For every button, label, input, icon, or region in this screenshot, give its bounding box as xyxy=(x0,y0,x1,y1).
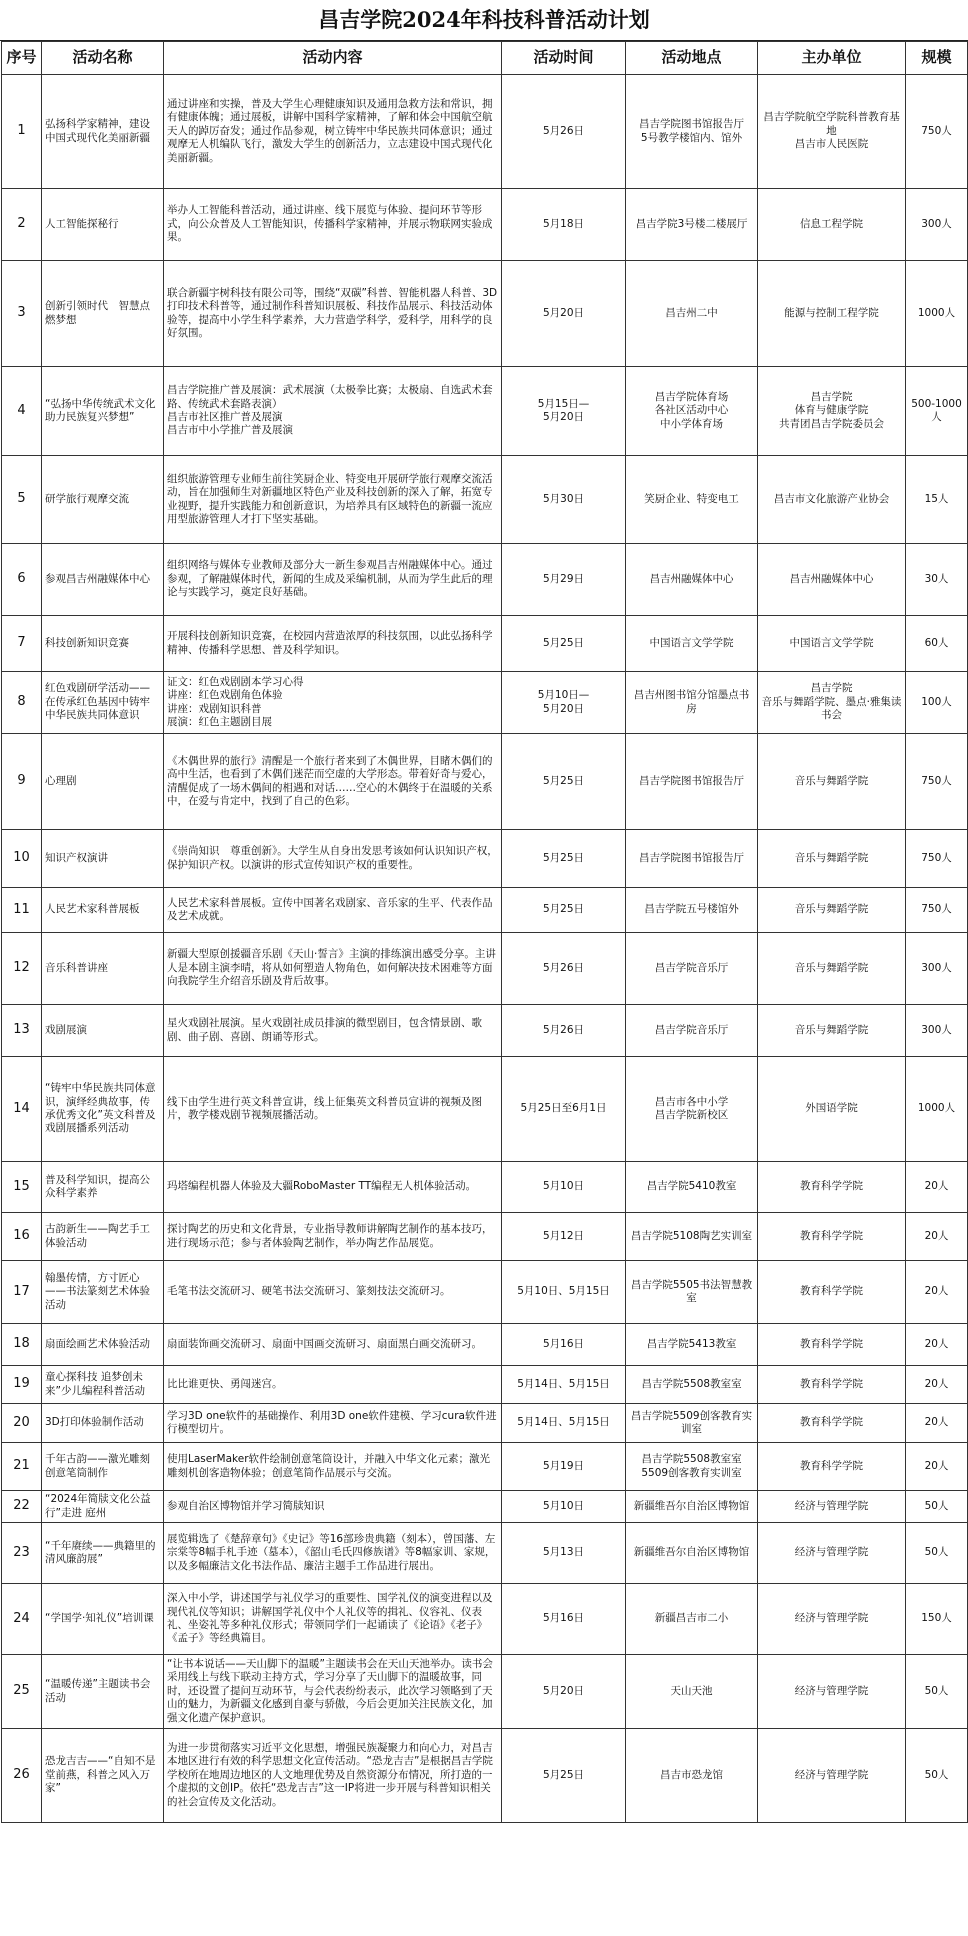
table-row xyxy=(2,456,968,544)
table-row xyxy=(2,1729,968,1823)
col-header-content: 活动内容 xyxy=(164,42,502,75)
cell-organizer: 经济与管理学院 xyxy=(758,1584,906,1655)
cell-activity-name: 知识产权演讲 xyxy=(42,830,164,888)
cell-activity-content: 证文：红色戏剧剧本学习心得 讲座：红色戏剧角色体验 讲座：戏剧知识科普 展演：红色主题剧目展 xyxy=(164,672,502,734)
cell-scale: 20人 xyxy=(906,1162,968,1213)
cell-activity-content: 组织网络与媒体专业教师及部分大一新生参观昌吉州融媒体中心。通过参观，了解融媒体时代，新闻的生成及采编机制，从而为学生此后的理论与实践学习，奠定良好基础。 xyxy=(164,544,502,616)
cell-activity-place: 昌吉州二中 xyxy=(626,261,758,367)
cell-activity-content: 为进一步贯彻落实习近平文化思想，增强民族凝聚力和向心力，对昌吉本地区进行有效的科学思想文化宣传活动。“恐龙吉吉”是根据昌吉学院学校所在地周边地区的人文地理优势及自然资源分布情况，所打造的一个虚拟的文创IP。依托“恐龙吉吉”这一IP将进一步开展与科普知识相关的社会宣传及文化活动。 xyxy=(164,1729,502,1823)
cell-scale: 1000人 xyxy=(906,261,968,367)
cell-activity-place: 笑厨企业、特变电工 xyxy=(626,456,758,544)
cell-scale: 750人 xyxy=(906,830,968,888)
cell-organizer: 教育科学学院 xyxy=(758,1213,906,1261)
header-row xyxy=(2,42,968,75)
cell-organizer: 昌吉学院 音乐与舞蹈学院、墨点·雅集读书会 xyxy=(758,672,906,734)
cell-organizer: 昌吉学院 体育与健康学院 共青团昌吉学院委员会 xyxy=(758,367,906,456)
cell-index: 20 xyxy=(2,1404,42,1443)
cell-activity-place: 昌吉市各中小学 昌吉学院新校区 xyxy=(626,1057,758,1162)
cell-index: 11 xyxy=(2,888,42,933)
col-header-name: 活动名称 xyxy=(42,42,164,75)
cell-organizer: 经济与管理学院 xyxy=(758,1523,906,1584)
cell-activity-place: 昌吉学院5508教室室 5509创客教育实训室 xyxy=(626,1443,758,1491)
cell-activity-place: 新疆维吾尔自治区博物馆 xyxy=(626,1523,758,1584)
cell-scale: 20人 xyxy=(906,1324,968,1366)
col-header-organizer: 主办单位 xyxy=(758,42,906,75)
cell-activity-name: 翰墨传情，方寸匠心——书法篆刻艺术体验活动 xyxy=(42,1261,164,1324)
table-row xyxy=(2,1491,968,1523)
cell-activity-content: 扇面装饰画交流研习、扇面中国画交流研习、扇面黑白画交流研习。 xyxy=(164,1324,502,1366)
cell-activity-place: 昌吉学院音乐厅 xyxy=(626,1005,758,1057)
cell-organizer: 昌吉学院航空学院科普教育基地 昌吉市人民医院 xyxy=(758,75,906,189)
cell-scale: 300人 xyxy=(906,933,968,1005)
cell-activity-time: 5月25日 xyxy=(502,616,626,672)
cell-activity-content: 玛塔编程机器人体验及大疆RoboMaster TT编程无人机体验活动。 xyxy=(164,1162,502,1213)
table-row xyxy=(2,1213,968,1261)
cell-activity-place: 新疆维吾尔自治区博物馆 xyxy=(626,1491,758,1523)
cell-organizer: 中国语言文学学院 xyxy=(758,616,906,672)
cell-index: 4 xyxy=(2,367,42,456)
col-header-scale: 规模 xyxy=(906,42,968,75)
cell-activity-name: 童心探科技 追梦创未来”少儿编程科普活动 xyxy=(42,1366,164,1404)
cell-activity-content: 比比谁更快、勇闯迷宫。 xyxy=(164,1366,502,1404)
cell-scale: 20人 xyxy=(906,1366,968,1404)
cell-index: 22 xyxy=(2,1491,42,1523)
cell-organizer: 外国语学院 xyxy=(758,1057,906,1162)
cell-activity-name: 心理剧 xyxy=(42,734,164,830)
table-row xyxy=(2,933,968,1005)
cell-organizer: 教育科学学院 xyxy=(758,1404,906,1443)
cell-activity-content: 《崇尚知识 尊重创新》。大学生从自身出发思考该如何认识知识产权，保护知识产权。以演讲的形式宣传知识产权的重要性。 xyxy=(164,830,502,888)
cell-organizer: 教育科学学院 xyxy=(758,1162,906,1213)
table-row xyxy=(2,1655,968,1729)
cell-activity-content: 深入中小学，讲述国学与礼仪学习的重要性、国学礼仪的演变进程以及现代礼仪等知识；讲解国学礼仪中个人礼仪等的揖礼、仪容礼、仪表礼、坐姿礼等多种礼仪形式；带领同学们一起诵读了《论语》《老子》《孟子》等经典篇目。 xyxy=(164,1584,502,1655)
cell-index: 26 xyxy=(2,1729,42,1823)
cell-activity-name: 扇面绘画艺术体验活动 xyxy=(42,1324,164,1366)
cell-index: 17 xyxy=(2,1261,42,1324)
cell-activity-time: 5月20日 xyxy=(502,1655,626,1729)
cell-activity-name: 参观昌吉州融媒体中心 xyxy=(42,544,164,616)
cell-organizer: 音乐与舞蹈学院 xyxy=(758,888,906,933)
cell-index: 23 xyxy=(2,1523,42,1584)
cell-scale: 50人 xyxy=(906,1523,968,1584)
table-row xyxy=(2,544,968,616)
cell-activity-name: “弘扬中华传统武术文化 助力民族复兴梦想” xyxy=(42,367,164,456)
cell-activity-content: 人民艺术家科普展板。宣传中国著名戏剧家、音乐家的生平、代表作品及艺术成就。 xyxy=(164,888,502,933)
cell-activity-name: 人工智能探秘行 xyxy=(42,189,164,261)
cell-activity-time: 5月18日 xyxy=(502,189,626,261)
cell-activity-content: 《木偶世界的旅行》清醒是一个旅行者来到了木偶世界，目睹木偶们的高中生活，也看到了木偶们迷茫而空虚的大学形态。带着好奇与爱心，清醒促成了一场木偶间的相遇和对话……空心的木偶终于在温暖的关系中，在爱与肯定中，找到了自己的色彩。 xyxy=(164,734,502,830)
cell-scale: 60人 xyxy=(906,616,968,672)
cell-index: 10 xyxy=(2,830,42,888)
table-row xyxy=(2,367,968,456)
cell-activity-content: 线下由学生进行英文科普宣讲，线上征集英文科普员宣讲的视频及图片，教学楼戏剧节视频展播活动。 xyxy=(164,1057,502,1162)
cell-scale: 1000人 xyxy=(906,1057,968,1162)
cell-activity-place: 昌吉学院图书馆报告厅 xyxy=(626,830,758,888)
cell-activity-name: 古韵新生——陶艺手工体验活动 xyxy=(42,1213,164,1261)
cell-scale: 20人 xyxy=(906,1443,968,1491)
table-row xyxy=(2,672,968,734)
cell-activity-place: 昌吉学院5413教室 xyxy=(626,1324,758,1366)
cell-activity-place: 昌吉学院音乐厅 xyxy=(626,933,758,1005)
table-row xyxy=(2,616,968,672)
cell-activity-place: 天山天池 xyxy=(626,1655,758,1729)
table-row xyxy=(2,1584,968,1655)
cell-activity-time: 5月10日 xyxy=(502,1491,626,1523)
cell-index: 12 xyxy=(2,933,42,1005)
cell-scale: 500-1000人 xyxy=(906,367,968,456)
cell-activity-time: 5月16日 xyxy=(502,1584,626,1655)
cell-scale: 15人 xyxy=(906,456,968,544)
table-row xyxy=(2,888,968,933)
cell-index: 1 xyxy=(2,75,42,189)
cell-index: 8 xyxy=(2,672,42,734)
cell-scale: 50人 xyxy=(906,1655,968,1729)
cell-activity-time: 5月12日 xyxy=(502,1213,626,1261)
cell-index: 2 xyxy=(2,189,42,261)
table-row xyxy=(2,261,968,367)
cell-activity-time: 5月30日 xyxy=(502,456,626,544)
cell-organizer: 经济与管理学院 xyxy=(758,1655,906,1729)
cell-activity-content: 学习3D one软件的基础操作、利用3D one软件建模、学习cura软件进行模型切片。 xyxy=(164,1404,502,1443)
table-row xyxy=(2,1057,968,1162)
cell-activity-place: 昌吉学院5505书法智慧教室 xyxy=(626,1261,758,1324)
cell-activity-place: 昌吉市恐龙馆 xyxy=(626,1729,758,1823)
cell-activity-time: 5月25日至6月1日 xyxy=(502,1057,626,1162)
cell-activity-place: 昌吉学院图书馆报告厅 5号教学楼馆内、馆外 xyxy=(626,75,758,189)
cell-activity-name: 人民艺术家科普展板 xyxy=(42,888,164,933)
table-row xyxy=(2,75,968,189)
cell-activity-name: “学国学·知礼仪”培训课 xyxy=(42,1584,164,1655)
cell-index: 21 xyxy=(2,1443,42,1491)
cell-activity-place: 昌吉州图书馆分馆墨点书房 xyxy=(626,672,758,734)
cell-activity-name: 弘扬科学家精神，建设中国式现代化美丽新疆 xyxy=(42,75,164,189)
col-header-index: 序号 xyxy=(2,42,42,75)
cell-index: 18 xyxy=(2,1324,42,1366)
cell-activity-place: 昌吉学院体育场 各社区活动中心 中小学体育场 xyxy=(626,367,758,456)
cell-index: 5 xyxy=(2,456,42,544)
cell-activity-time: 5月10日 xyxy=(502,1162,626,1213)
cell-scale: 150人 xyxy=(906,1584,968,1655)
cell-index: 16 xyxy=(2,1213,42,1261)
cell-activity-content: 新疆大型原创援疆音乐剧《天山·誓言》主演的排练演出感受分享。主讲人是本剧主演李晴，将从如何塑造人物角色，如何解决技术困难等方面向我院学生介绍音乐剧及背后故事。 xyxy=(164,933,502,1005)
cell-activity-content: 展览辑选了《楚辞章句》《史记》等16部珍贵典籍（刻本），曾国藩、左宗棠等8幅手札手迹（墓本），《韶山毛氏四修族谱》等8幅家训、家规，以及多幅廉洁文化书法作品、廉洁主题手工作品进行展出。 xyxy=(164,1523,502,1584)
cell-activity-time: 5月13日 xyxy=(502,1523,626,1584)
cell-activity-content: 星火戏剧社展演。星火戏剧社成员排演的微型剧目，包含情景剧、歌剧、曲子剧、喜剧、朗诵等形式。 xyxy=(164,1005,502,1057)
cell-activity-place: 昌吉学院5509创客教育实训室 xyxy=(626,1404,758,1443)
cell-scale: 750人 xyxy=(906,888,968,933)
table-row xyxy=(2,734,968,830)
cell-organizer: 教育科学学院 xyxy=(758,1366,906,1404)
cell-activity-name: 研学旅行观摩交流 xyxy=(42,456,164,544)
cell-activity-place: 昌吉学院5410教室 xyxy=(626,1162,758,1213)
table-body xyxy=(2,75,968,1823)
cell-scale: 20人 xyxy=(906,1213,968,1261)
table-row xyxy=(2,1261,968,1324)
cell-activity-content: 举办人工智能科普活动，通过讲座、线下展览与体验、提问环节等形式，向公众普及人工智能知识，传播科学家精神，并展示物联网实验成果。 xyxy=(164,189,502,261)
cell-activity-name: 3D打印体验制作活动 xyxy=(42,1404,164,1443)
cell-index: 14 xyxy=(2,1057,42,1162)
cell-index: 3 xyxy=(2,261,42,367)
cell-activity-place: 昌吉学院5508教室室 xyxy=(626,1366,758,1404)
cell-organizer: 教育科学学院 xyxy=(758,1443,906,1491)
cell-activity-time: 5月26日 xyxy=(502,75,626,189)
cell-organizer: 教育科学学院 xyxy=(758,1261,906,1324)
cell-activity-content: 昌吉学院推广普及展演：武术展演（太极拳比赛；太极扇、自选武术套路、传统武术套路表演） 昌吉市社区推广普及展演 昌吉市中小学推广普及展演 xyxy=(164,367,502,456)
cell-organizer: 音乐与舞蹈学院 xyxy=(758,830,906,888)
cell-index: 9 xyxy=(2,734,42,830)
cell-activity-time: 5月16日 xyxy=(502,1324,626,1366)
cell-organizer: 信息工程学院 xyxy=(758,189,906,261)
col-header-time: 活动时间 xyxy=(502,42,626,75)
cell-activity-place: 昌吉州融媒体中心 xyxy=(626,544,758,616)
cell-activity-place: 新疆昌吉市二小 xyxy=(626,1584,758,1655)
cell-activity-place: 昌吉学院五号楼馆外 xyxy=(626,888,758,933)
cell-activity-name: “铸牢中华民族共同体意识，演绎经典故事，传承优秀文化”英文科普及戏剧展播系列活动 xyxy=(42,1057,164,1162)
cell-activity-time: 5月14日、5月15日 xyxy=(502,1366,626,1404)
cell-scale: 750人 xyxy=(906,75,968,189)
table-row xyxy=(2,1523,968,1584)
cell-activity-time: 5月25日 xyxy=(502,888,626,933)
cell-organizer: 音乐与舞蹈学院 xyxy=(758,933,906,1005)
cell-scale: 300人 xyxy=(906,1005,968,1057)
table-row xyxy=(2,1324,968,1366)
cell-activity-time: 5月25日 xyxy=(502,734,626,830)
cell-activity-time: 5月26日 xyxy=(502,1005,626,1057)
table-row xyxy=(2,1162,968,1213)
cell-activity-time: 5月25日 xyxy=(502,830,626,888)
activity-table xyxy=(1,41,968,1823)
cell-activity-place: 昌吉学院5108陶艺实训室 xyxy=(626,1213,758,1261)
cell-index: 6 xyxy=(2,544,42,616)
cell-activity-time: 5月14日、5月15日 xyxy=(502,1404,626,1443)
cell-activity-name: 红色戏剧研学活动——在传承红色基因中铸牢中华民族共同体意识 xyxy=(42,672,164,734)
col-header-place: 活动地点 xyxy=(626,42,758,75)
cell-activity-name: 恐龙吉吉——“自知不是堂前燕，科普之风入万家” xyxy=(42,1729,164,1823)
cell-scale: 30人 xyxy=(906,544,968,616)
cell-activity-content: 参观自治区博物馆并学习简牍知识 xyxy=(164,1491,502,1523)
cell-activity-content: “让书本说话——天山脚下的温暖”主题读书会在天山天池举办。读书会采用线上与线下联动主持方式，学习分享了天山脚下的温暖故事，同时，还设置了提问互动环节，与会代表纷纷表示，此次学习领略到了天山的魅力，为新疆文化感到自豪与骄傲，今后会更加关注民族文化，加强文化遗产保护意识。 xyxy=(164,1655,502,1729)
cell-activity-place: 昌吉学院3号楼二楼展厅 xyxy=(626,189,758,261)
cell-scale: 300人 xyxy=(906,189,968,261)
cell-organizer: 音乐与舞蹈学院 xyxy=(758,1005,906,1057)
cell-activity-time: 5月15日— 5月20日 xyxy=(502,367,626,456)
cell-index: 15 xyxy=(2,1162,42,1213)
cell-activity-content: 开展科技创新知识竞赛，在校园内营造浓厚的科技氛围，以此弘扬科学精神、传播科学思想、普及科学知识。 xyxy=(164,616,502,672)
cell-activity-time: 5月29日 xyxy=(502,544,626,616)
cell-scale: 100人 xyxy=(906,672,968,734)
cell-index: 13 xyxy=(2,1005,42,1057)
cell-organizer: 经济与管理学院 xyxy=(758,1729,906,1823)
cell-activity-name: 科技创新知识竞赛 xyxy=(42,616,164,672)
cell-organizer: 教育科学学院 xyxy=(758,1324,906,1366)
cell-scale: 50人 xyxy=(906,1491,968,1523)
sheet-title: 昌吉学院2024年科技科普活动计划 xyxy=(0,0,968,41)
cell-activity-name: “2024年简牍文化公益行”走进 庭州 xyxy=(42,1491,164,1523)
cell-activity-name: 创新引领时代 智慧点燃梦想 xyxy=(42,261,164,367)
cell-activity-place: 昌吉学院图书馆报告厅 xyxy=(626,734,758,830)
table-row xyxy=(2,830,968,888)
cell-index: 19 xyxy=(2,1366,42,1404)
cell-activity-name: 普及科学知识，提高公众科学素养 xyxy=(42,1162,164,1213)
cell-activity-content: 毛笔书法交流研习、硬笔书法交流研习、篆刻技法交流研习。 xyxy=(164,1261,502,1324)
cell-activity-content: 探讨陶艺的历史和文化背景，专业指导教师讲解陶艺制作的基本技巧，进行现场示范；参与者体验陶艺制作，举办陶艺作品展览。 xyxy=(164,1213,502,1261)
cell-organizer: 昌吉州融媒体中心 xyxy=(758,544,906,616)
table-row xyxy=(2,1005,968,1057)
table-row xyxy=(2,189,968,261)
cell-activity-time: 5月26日 xyxy=(502,933,626,1005)
cell-organizer: 昌吉市文化旅游产业协会 xyxy=(758,456,906,544)
table-row xyxy=(2,1443,968,1491)
cell-organizer: 经济与管理学院 xyxy=(758,1491,906,1523)
table-row xyxy=(2,1404,968,1443)
cell-activity-content: 使用LaserMaker软件绘制创意笔筒设计，并融入中华文化元素；激光雕刻机创客造物体验；创意笔筒作品展示与交流。 xyxy=(164,1443,502,1491)
cell-activity-time: 5月19日 xyxy=(502,1443,626,1491)
cell-scale: 750人 xyxy=(906,734,968,830)
cell-organizer: 能源与控制工程学院 xyxy=(758,261,906,367)
cell-activity-place: 中国语言文学学院 xyxy=(626,616,758,672)
cell-index: 24 xyxy=(2,1584,42,1655)
cell-index: 7 xyxy=(2,616,42,672)
table-row xyxy=(2,1366,968,1404)
cell-activity-content: 组织旅游管理专业师生前往笑厨企业、特变电开展研学旅行观摩交流活动，旨在加强师生对新疆地区特色产业及科技创新的深入了解，拓宽专业视野，提升实践能力和创新意识，为培养具有区域特色的新疆一流应用型旅游管理人才打下坚实基础。 xyxy=(164,456,502,544)
cell-activity-name: 戏剧展演 xyxy=(42,1005,164,1057)
cell-activity-content: 通过讲座和实操，普及大学生心理健康知识及通用急救方法和常识，拥有健康体魄；通过展板，讲解中国科学家精神，了解和体会中国航空航天人的踔厉奋发；通过作品参观，树立铸牢中华民族共同体意识；通过观摩无人机编队飞行，激发大学生的创新活力，立志建设中国式现代化美丽新疆。 xyxy=(164,75,502,189)
cell-activity-time: 5月10日— 5月20日 xyxy=(502,672,626,734)
cell-activity-name: “温暖传递”主题读书会活动 xyxy=(42,1655,164,1729)
cell-activity-time: 5月10日、5月15日 xyxy=(502,1261,626,1324)
cell-activity-time: 5月25日 xyxy=(502,1729,626,1823)
cell-index: 25 xyxy=(2,1655,42,1729)
cell-organizer: 音乐与舞蹈学院 xyxy=(758,734,906,830)
cell-activity-content: 联合新疆宇树科技有限公司等，围绕“双碳”科普、智能机器人科普、3D打印技术科普等，通过制作科普知识展板、科技作品展示、科技活动体验等，提高中小学生科学素养，大力营造学科学，爱科学，用科学的良好氛围。 xyxy=(164,261,502,367)
cell-activity-name: 音乐科普讲座 xyxy=(42,933,164,1005)
cell-scale: 20人 xyxy=(906,1261,968,1324)
cell-activity-time: 5月20日 xyxy=(502,261,626,367)
cell-scale: 50人 xyxy=(906,1729,968,1823)
cell-scale: 20人 xyxy=(906,1404,968,1443)
cell-activity-name: 千年古韵——激光雕刻创意笔筒制作 xyxy=(42,1443,164,1491)
cell-activity-name: “千年赓续——典籍里的清风廉韵展” xyxy=(42,1523,164,1584)
